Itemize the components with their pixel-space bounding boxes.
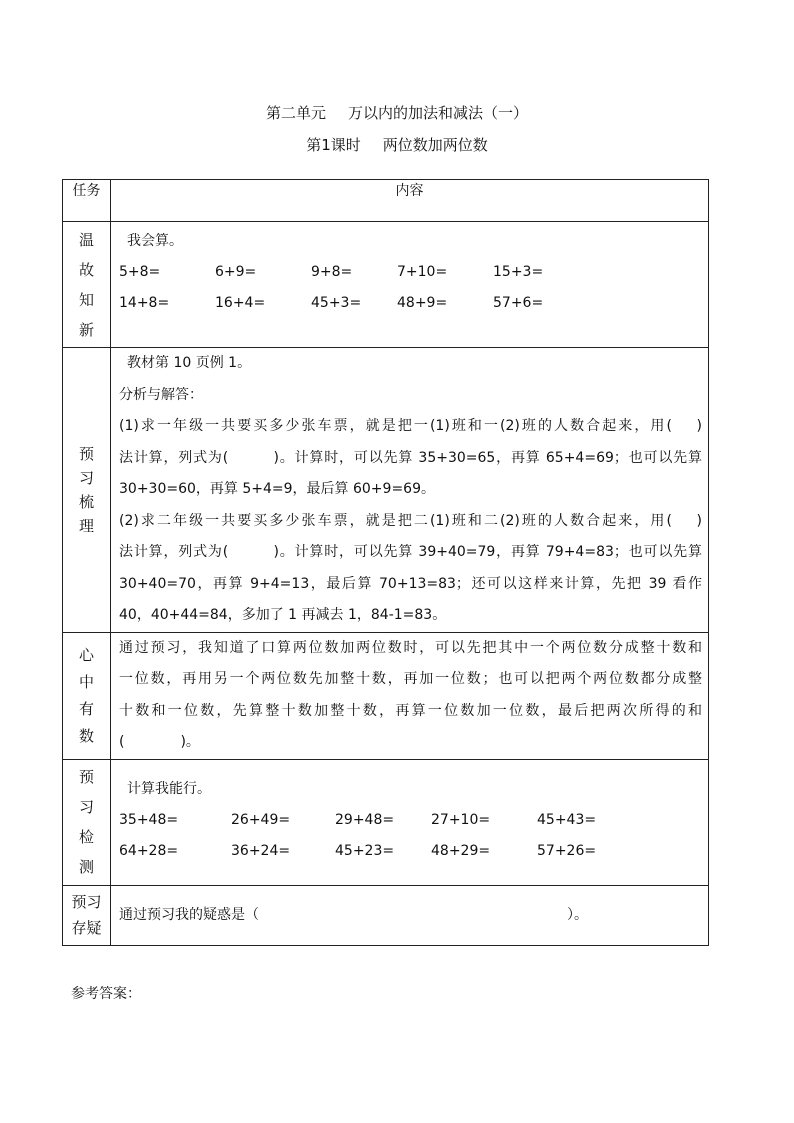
unit-number: 第二单元 bbox=[265, 104, 326, 122]
preview-line-7: 法计算，列式为( )。计算时，可以先算 39+40=79，再算 79+4=83；也可以先算 bbox=[119, 544, 702, 560]
task-header: 任务 bbox=[63, 180, 111, 222]
preview-line-8: 30+40=70，再算 9+4=13，最后算 70+13=83；还可以这样来计算，先把 39 看作 bbox=[119, 575, 702, 592]
exercise: 48+9= bbox=[397, 295, 448, 311]
check-content bbox=[111, 759, 709, 885]
exercise: 29+48= bbox=[335, 811, 395, 828]
mind-line-4: ( )。 bbox=[119, 734, 200, 750]
answers-label: 参考答案： bbox=[71, 986, 141, 1002]
content-header: 内容 bbox=[111, 180, 709, 222]
exercise: 15+3= bbox=[493, 264, 544, 280]
preview-content bbox=[111, 348, 709, 633]
exercise: 9+8= bbox=[311, 264, 353, 280]
preview-label: 预 习 梳 理 bbox=[63, 348, 111, 633]
exercise: 7+10= bbox=[397, 264, 448, 280]
exercise: 5+8= bbox=[119, 264, 161, 280]
mind-line-3: 十数和一位数，先算整十数加整十数，再算一位数加一位数，最后把两次所得的和 bbox=[119, 702, 702, 719]
exercise: 16+4= bbox=[215, 295, 266, 311]
warmup-content bbox=[111, 222, 709, 348]
warmup-row bbox=[63, 222, 709, 348]
mind-content bbox=[111, 632, 709, 759]
unit-title bbox=[0, 102, 794, 123]
check-row bbox=[63, 759, 709, 885]
mind-label: 心 中 有 数 bbox=[63, 632, 111, 759]
exercise: 27+10= bbox=[431, 811, 491, 828]
warmup-label: 温 故 知 新 bbox=[63, 222, 111, 348]
lesson-name: 两位数加两位数 bbox=[382, 136, 488, 154]
exercise: 14+8= bbox=[119, 295, 170, 311]
doubt-label: 预习 存疑 bbox=[63, 885, 111, 945]
exercise: 35+48= bbox=[119, 811, 179, 828]
exercise: 26+49= bbox=[231, 811, 291, 828]
warmup-prompt: 我会算。 bbox=[127, 233, 183, 249]
exercise: 45+23= bbox=[335, 842, 395, 859]
check-prompt: 计算我能行。 bbox=[127, 780, 211, 797]
preview-line-5: 30+30=60，再算 5+4=9，最后算 60+9=69。 bbox=[119, 481, 435, 497]
preview-line-4: 法计算，列式为( )。计算时，可以先算 35+30=65，再算 65+4=69；也可以先算 bbox=[119, 449, 702, 466]
exercise: 6+9= bbox=[215, 264, 257, 280]
check-exercise-row-1 bbox=[119, 805, 702, 836]
doubt-text: 通过预习我的疑惑是（ ）。 bbox=[119, 906, 588, 923]
exercise: 45+3= bbox=[311, 295, 362, 311]
warmup-exercise-row-2 bbox=[119, 288, 702, 319]
mind-line-1: 通过预习，我知道了口算两位数加两位数时，可以先把其中一个两位数分成整十数和 bbox=[119, 639, 702, 656]
preview-line-1: 教材第 10 页例 1。 bbox=[127, 355, 252, 371]
exercise: 45+43= bbox=[537, 811, 597, 828]
exercise: 36+24= bbox=[231, 842, 291, 859]
preview-row bbox=[63, 348, 709, 633]
warmup-exercise-row-1 bbox=[119, 257, 702, 288]
exercise: 57+6= bbox=[493, 295, 544, 311]
preview-line-2: 分析与解答： bbox=[119, 386, 203, 403]
lesson-number: 第1课时 bbox=[306, 136, 361, 154]
table-header-row bbox=[63, 180, 709, 222]
check-exercise-row-2 bbox=[119, 836, 702, 867]
preview-line-3: (1)求一年级一共要买多少张车票，就是把一(1)班和一(2)班的人数合起来，用( ) bbox=[119, 418, 702, 434]
worksheet-table bbox=[62, 179, 709, 946]
exercise: 57+26= bbox=[537, 842, 597, 859]
preview-line-6: (2)求二年级一共要买多少张车票，就是把二(1)班和二(2)班的人数合起来，用( ) bbox=[119, 512, 702, 529]
doubt-content bbox=[111, 885, 709, 945]
unit-name: 万以内的加法和减法（一） bbox=[348, 104, 529, 122]
mind-line-2: 一位数，再用另一个两位数先加整十数，再加一位数；也可以把两个两位数都分成整 bbox=[119, 671, 702, 687]
mind-row bbox=[63, 632, 709, 759]
preview-line-9: 40，40+44=84，多加了 1 再减去 1，84-1=83。 bbox=[119, 607, 447, 623]
exercise: 64+28= bbox=[119, 842, 179, 859]
doubt-row bbox=[63, 885, 709, 945]
exercise: 48+29= bbox=[431, 842, 491, 859]
check-label: 预 习 检 测 bbox=[63, 759, 111, 885]
lesson-title bbox=[0, 134, 794, 155]
